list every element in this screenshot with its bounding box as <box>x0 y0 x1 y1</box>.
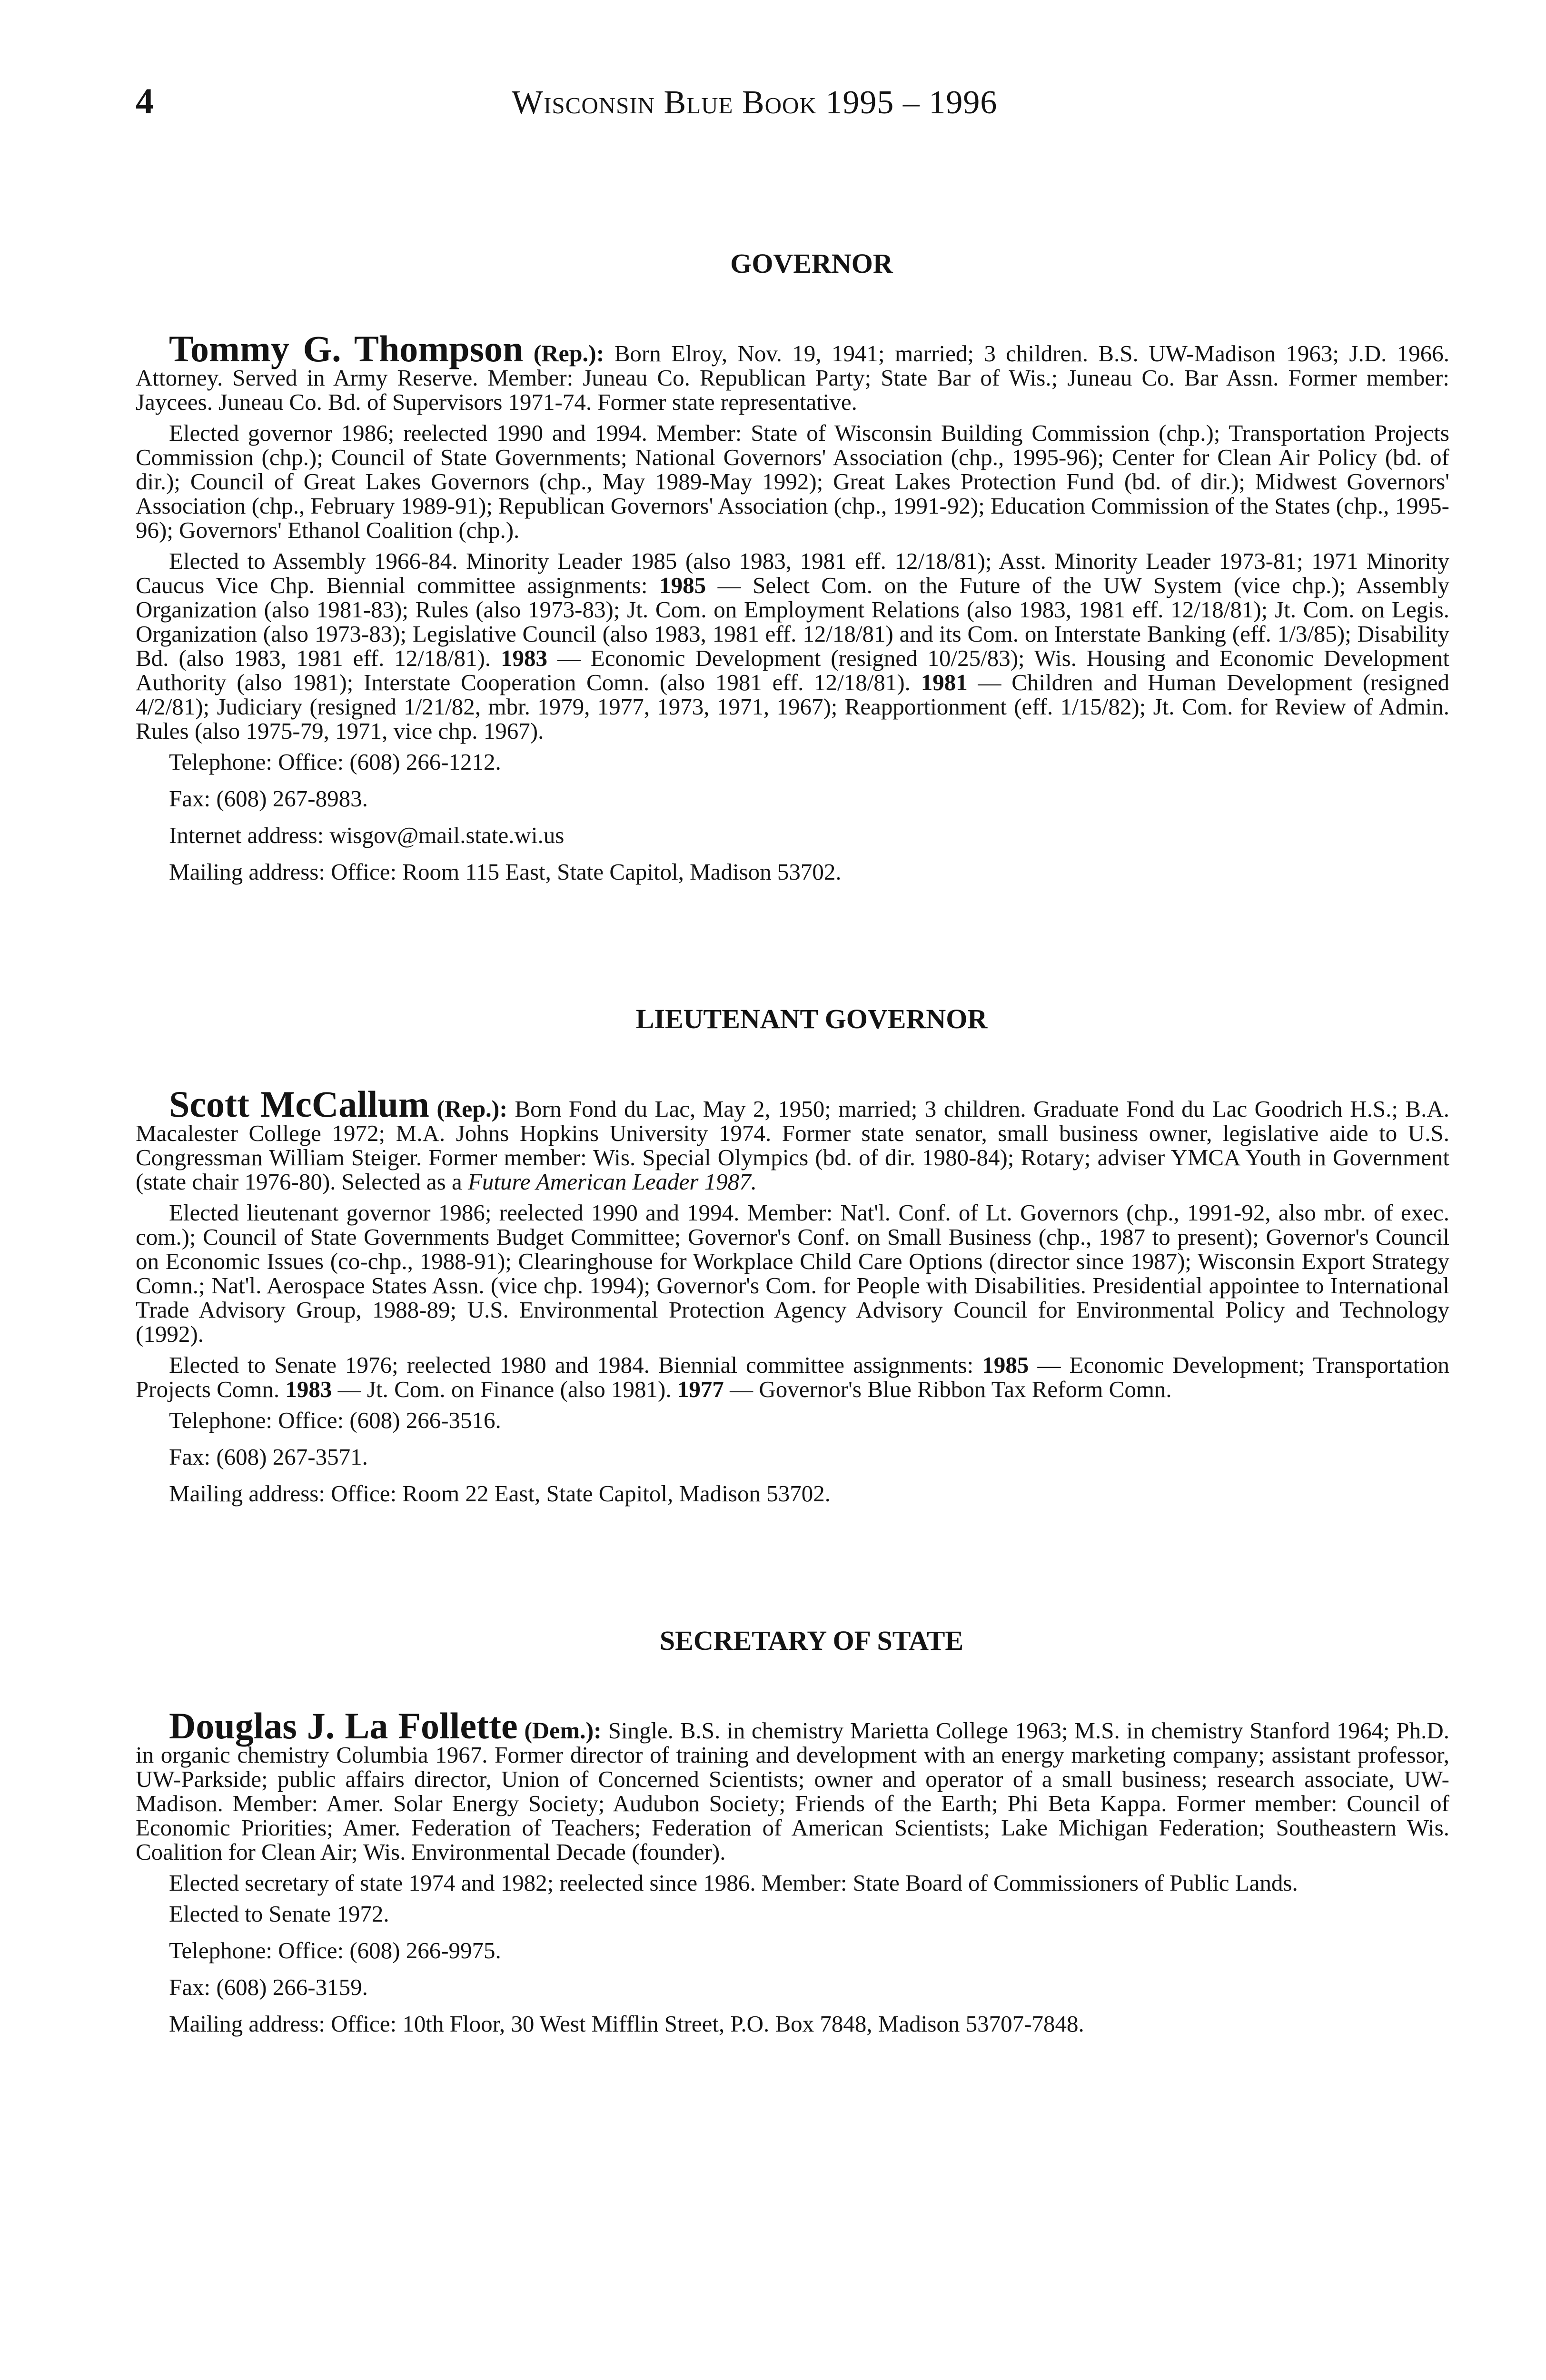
governor-assembly-text-b: — Select Com. on the Future of the UW System (vice chp.); Assembly Organization (also 1981-83); Rules (also 1973-83); Jt. Com. on Employment Relations (also 1983, 1981 eff. 12/18/81); Jt. Com. on Legis. Organization (also 1973-83); Legislative Council (also 1983, 1981 eff. 12/18/81) and its Com. on Interstate Banking (eff. 1/3/85); Disability Bd. (also 1983, 1981 eff. 12/18/81). <box>136 572 1449 671</box>
governor-party: (Rep.): <box>533 340 605 367</box>
section-lieutenant-governor <box>136 1003 1449 1506</box>
governor-telephone: Telephone: Office: (608) 266-1212. <box>169 749 501 775</box>
governor-name: Tommy G. Thompson <box>169 328 524 369</box>
lt-governor-telephone: Telephone: Office: (608) 266-3516. <box>169 1407 501 1433</box>
governor-internet: Internet address: wisgov@mail.state.wi.us <box>169 822 565 848</box>
governor-year-1985: 1985 <box>659 572 706 598</box>
governor-assembly-text-d: — Children and Human Development (resigned 4/2/81); Judiciary (resigned 1/21/82, mbr. 1979, 1977, 1973, 1971, 1967); Reapportionment (eff. 1/15/82); Jt. Com. for Review of Admin. Rules (also 1975-79, 1971, vice chp. 1967). <box>136 669 1450 744</box>
governor-assembly-text-c: — Economic Development (resigned 10/25/83); Wis. Housing and Economic Development Authority (also 1981); Interstate Cooperation Comn. (also 1981 eff. 12/18/81). <box>136 645 1449 695</box>
secretary-bio-text: Single. B.S. in chemistry Marietta College 1963; M.S. in chemistry Stanford 1964; Ph.D. in organic chemistry Columbia 1967. Former director of training and development with an energy marketing company; assistant professor, UW-Parkside; public affairs director, Union of Concerned Scientists; owner and operator of a small business; research associate, UW-Madison. Member: Amer. Solar Energy Society; Audubon Society; Friends of the Earth; Phi Beta Kappa. Former member: Council of Economic Priorities; Amer. Federation of Teachers; Federation of American Scientists; Lake Michigan Federation; Southeastern Wis. Coalition for Clean Air; Wis. Environmental Decade (founder). <box>136 1717 1450 1865</box>
secretary-party: (Dem.): <box>524 1717 602 1744</box>
section-title-governor: GOVERNOR <box>730 248 893 279</box>
section-secretary-of-state <box>136 1625 1449 2036</box>
lt-governor-senate-text-a: Elected to Senate 1976; reelected 1980 and 1984. Biennial committee assignments: <box>169 1352 982 1378</box>
lt-governor-fax: Fax: (608) 267-3571. <box>169 1444 368 1470</box>
lt-governor-bio-italic: Future American Leader 1987. <box>467 1169 757 1195</box>
governor-elected: Elected governor 1986; reelected 1990 and 1994. Member: State of Wisconsin Building Commission (chp.); Transportation Projects Commission (chp.); Council of State Governments; National Governors' Association (chp., 1995-96); Center for Clean Air Policy (bd. of dir.); Council of Great Lakes Governors (chp., May 1989-May 1992); Great Lakes Protection Fund (bd. of dir.); Midwest Governors' Association (chp., February 1989-91); Republican Governors' Association (chp., 1991-92); Education Commission of the States (chp., 1995-96); Governors' Ethanol Coalition (chp.). <box>136 420 1449 543</box>
governor-year-1983: 1983 <box>500 645 547 671</box>
section-title-secretary-of-state: SECRETARY OF STATE <box>659 1625 964 1656</box>
lt-governor-bio <box>136 1083 1449 1195</box>
lt-governor-senate-text-b: — Economic Development; Transportation Projects Comn. <box>136 1352 1449 1402</box>
document-page <box>136 71 1449 2048</box>
lt-governor-elected: Elected lieutenant governor 1986; reelected 1990 and 1994. Member: Nat'l. Conf. of Lt. Governors (chp., 1991-92, also mbr. of exec. com.); Council of State Governments Budget Committee; Governor's Conf. on Small Business (chp., 1987 to present); Governor's Council on Economic Issues (co-chp., 1988-91); Clearinghouse for Workplace Child Care Options (director since 1987); Wisconsin Export Strategy Comn.; Nat'l. Aerospace States Assn. (vice chp. 1994); Governor's Com. for People with Disabilities. Presidential appointee to International Trade Advisory Group, 1988-89; U.S. Environmental Protection Agency Advisory Council for Environmental Policy and Technology (1992). <box>136 1200 1449 1347</box>
lt-governor-year-1985: 1985 <box>982 1352 1029 1378</box>
governor-assembly-text-a: Elected to Assembly 1966-84. Minority Leader 1985 (also 1983, 1981 eff. 12/18/81); Asst. Minority Leader 1973-81; 1971 Minority Caucus Vice Chp. Biennial committee assignments: <box>136 548 1449 598</box>
lt-governor-party: (Rep.): <box>436 1095 507 1122</box>
lt-governor-year-1977: 1977 <box>677 1376 724 1402</box>
lt-governor-bio-text: Born Fond du Lac, May 2, 1950; married; 3 children. Graduate Fond du Lac Goodrich H.S.; B.A. Macalester College 1972; M.A. Johns Hopkins University 1974. Former state senator, small business owner, legislative aide to U.S. Congressman William Steiger. Former member: Wis. Special Olympics (bd. of dir. 1980-84); Rotary; adviser YMCA Youth in Government (state chair 1976-80). Selected as a <box>136 1096 1449 1195</box>
book-title: Wisconsin Blue Book 1995 – 1996 <box>512 84 998 121</box>
secretary-elected: Elected secretary of state 1974 and 1982; reelected since 1986. Member: State Board of Commissioners of Public Lands. <box>169 1870 1298 1896</box>
lt-governor-year-1983: 1983 <box>285 1376 332 1402</box>
section-governor <box>136 248 1449 884</box>
secretary-mailing: Mailing address: Office: 10th Floor, 30 West Mifflin Street, P.O. Box 7848, Madison 53707-7848. <box>169 2011 1084 2037</box>
secretary-telephone: Telephone: Office: (608) 266-9975. <box>169 1937 501 1964</box>
page-number: 4 <box>136 81 154 121</box>
lt-governor-name: Scott McCallum <box>169 1083 429 1125</box>
section-title-lieutenant-governor: LIEUTENANT GOVERNOR <box>635 1003 988 1034</box>
governor-assembly <box>136 549 1449 743</box>
governor-mailing: Mailing address: Office: Room 115 East, State Capitol, Madison 53702. <box>169 859 842 885</box>
secretary-bio <box>136 1705 1450 1865</box>
governor-bio-text: Born Elroy, Nov. 19, 1941; married; 3 children. B.S. UW-Madison 1963; J.D. 1966. Attorney. Served in Army Reserve. Member: Juneau Co. Republican Party; State Bar of Wis.; Juneau Co. Bar Assn. Former member: Jaycees. Juneau Co. Bd. of Supervisors 1971-74. Former state representative. <box>136 340 1450 415</box>
governor-fax: Fax: (608) 267-8983. <box>169 785 368 812</box>
running-header <box>136 71 1449 129</box>
lt-governor-mailing: Mailing address: Office: Room 22 East, State Capitol, Madison 53702. <box>169 1480 831 1507</box>
lt-governor-senate <box>136 1353 1449 1401</box>
secretary-name: Douglas J. La Follette <box>169 1705 518 1746</box>
governor-year-1981: 1981 <box>921 669 968 695</box>
secretary-fax: Fax: (608) 266-3159. <box>169 1974 368 2000</box>
lt-governor-senate-text-c: — Jt. Com. on Finance (also 1981). <box>332 1376 677 1402</box>
secretary-senate: Elected to Senate 1972. <box>169 1901 389 1927</box>
governor-bio <box>136 328 1450 415</box>
lt-governor-senate-text-d: — Governor's Blue Ribbon Tax Reform Comn. <box>723 1376 1172 1402</box>
